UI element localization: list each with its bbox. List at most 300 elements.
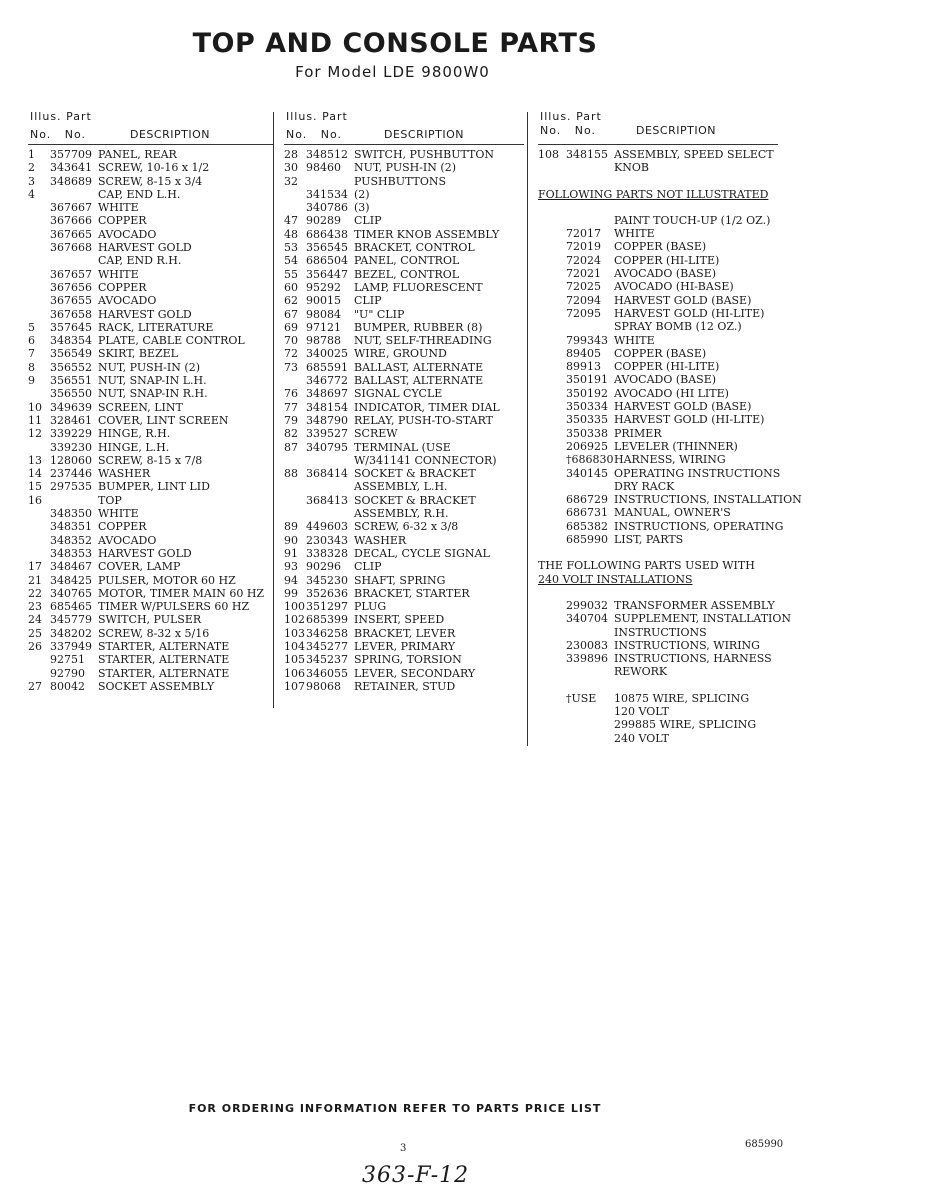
part-number: 367667 bbox=[50, 201, 92, 215]
part-description: HARVEST GOLD (BASE) bbox=[614, 293, 752, 307]
part-row bbox=[28, 254, 273, 267]
part-description: SHAFT, SPRING bbox=[354, 573, 446, 587]
part-description: STARTER, ALTERNATE bbox=[98, 639, 230, 653]
illus-number bbox=[284, 480, 306, 493]
section-heading: THE FOLLOWING PARTS USED WITH bbox=[538, 559, 755, 573]
part-description: SWITCH, PUSHBUTTON bbox=[354, 148, 495, 161]
illus-number bbox=[538, 440, 566, 453]
illus-number: 10 bbox=[28, 400, 42, 414]
illus-number: 87 bbox=[284, 440, 298, 454]
part-number bbox=[566, 626, 614, 639]
part-number: 685399 bbox=[306, 613, 348, 627]
ordering-note: FOR ORDERING INFORMATION REFER TO PARTS PRICE LIST bbox=[188, 1102, 602, 1115]
illus-number: 67 bbox=[284, 307, 298, 321]
part-number bbox=[50, 188, 98, 201]
illus-number: 107 bbox=[284, 679, 305, 693]
part-description: CAP, END L.H. bbox=[98, 187, 181, 201]
part-number: 348155 bbox=[566, 148, 608, 161]
no-label: No. bbox=[30, 128, 52, 141]
document-number: 685990 bbox=[745, 1139, 784, 1150]
part-description: CLIP bbox=[354, 214, 382, 228]
illus-number: 27 bbox=[28, 679, 42, 693]
part-row bbox=[284, 414, 524, 427]
illus-number bbox=[538, 639, 566, 652]
part-description: SCREW, 8-32 x 5/16 bbox=[98, 626, 210, 640]
part-number: 356545 bbox=[306, 241, 348, 255]
part-number: 341534 bbox=[306, 187, 348, 201]
part-row bbox=[538, 161, 938, 174]
part-number: 367656 bbox=[50, 280, 92, 294]
illus-number: 88 bbox=[284, 467, 298, 481]
part-row bbox=[284, 507, 524, 520]
part-number: 90296 bbox=[306, 560, 341, 574]
part-description: COPPER (BASE) bbox=[614, 346, 707, 360]
illus-number: 7 bbox=[28, 347, 35, 361]
illus-number bbox=[284, 494, 306, 507]
parts-list bbox=[538, 599, 938, 679]
part-row bbox=[284, 480, 524, 493]
part-description: SCREW bbox=[354, 427, 398, 441]
part-row bbox=[28, 627, 273, 640]
illus-number: 70 bbox=[284, 334, 298, 348]
part-row bbox=[28, 427, 273, 440]
part-number bbox=[306, 480, 354, 493]
part-description: KNOB bbox=[614, 161, 649, 175]
part-row bbox=[538, 347, 938, 360]
part-row bbox=[28, 374, 273, 387]
parts-list bbox=[538, 692, 938, 745]
part-number: 346772 bbox=[306, 374, 348, 388]
part-number: 346055 bbox=[306, 666, 348, 680]
part-row bbox=[284, 254, 524, 267]
illus-number bbox=[28, 268, 50, 281]
part-description: PANEL, CONTROL bbox=[354, 254, 460, 268]
illus-number bbox=[28, 520, 50, 533]
illus-number: 72 bbox=[284, 347, 298, 361]
description-label: DESCRIPTION bbox=[384, 128, 464, 141]
illus-number: 55 bbox=[284, 267, 298, 281]
part-description: HARVEST GOLD (HI-LITE) bbox=[614, 413, 765, 427]
part-row bbox=[538, 320, 938, 333]
illus-number bbox=[538, 413, 566, 426]
part-row bbox=[28, 653, 273, 666]
illus-label: Illus. bbox=[540, 110, 572, 123]
illus-number bbox=[538, 214, 566, 227]
part-number: 98068 bbox=[306, 679, 341, 693]
part-number: 348467 bbox=[50, 560, 92, 574]
illus-number bbox=[28, 281, 50, 294]
illus-number: 16 bbox=[28, 493, 42, 507]
illus-number: 1 bbox=[28, 148, 35, 161]
part-number bbox=[50, 254, 98, 267]
part-number: 348790 bbox=[306, 413, 348, 427]
illus-number: 26 bbox=[28, 639, 42, 653]
part-description: COVER, LINT SCREEN bbox=[98, 413, 229, 427]
part-description: (2) bbox=[354, 187, 370, 201]
part-row bbox=[28, 175, 273, 188]
illus-number: 93 bbox=[284, 560, 298, 574]
part-row bbox=[284, 574, 524, 587]
part-row bbox=[284, 148, 524, 161]
part-row bbox=[28, 480, 273, 493]
illus-number bbox=[28, 228, 50, 241]
part-number bbox=[566, 705, 614, 718]
part-number: 348353 bbox=[50, 546, 92, 560]
part-number: 97121 bbox=[306, 320, 341, 334]
part-number: 685990 bbox=[566, 533, 608, 547]
part-number: 356552 bbox=[50, 360, 92, 374]
part-row bbox=[284, 334, 524, 347]
illus-number: 25 bbox=[28, 626, 42, 640]
part-number: 685382 bbox=[566, 519, 608, 533]
part-row bbox=[28, 454, 273, 467]
part-description: DECAL, CYCLE SIGNAL bbox=[354, 546, 490, 560]
no-label: No. bbox=[320, 128, 343, 141]
part-description: HARNESS, WIRING bbox=[614, 453, 726, 467]
illus-number bbox=[538, 626, 566, 639]
part-number: 339229 bbox=[50, 427, 92, 441]
part-description: RELAY, PUSH-TO-START bbox=[354, 413, 493, 427]
illus-number bbox=[28, 507, 50, 520]
illus-number bbox=[28, 534, 50, 547]
part-number: 356550 bbox=[50, 387, 92, 401]
part-description: COPPER (HI-LITE) bbox=[614, 360, 720, 374]
part-row bbox=[28, 361, 273, 374]
part-number: 350191 bbox=[566, 373, 608, 387]
part-description: CLIP bbox=[354, 560, 382, 574]
illus-number: 9 bbox=[28, 374, 35, 388]
part-number: 345277 bbox=[306, 639, 348, 653]
part-description: AVOCADO bbox=[98, 533, 157, 547]
part-number: 350192 bbox=[566, 386, 608, 400]
part-description: INSTRUCTIONS, OPERATING bbox=[614, 519, 784, 533]
illus-number bbox=[538, 240, 566, 253]
part-description: ASSEMBLY, L.H. bbox=[354, 480, 448, 494]
illus-number: 108 bbox=[538, 148, 559, 161]
part-row bbox=[538, 307, 938, 320]
part-number: 98788 bbox=[306, 334, 341, 348]
part-row bbox=[284, 441, 524, 454]
part-row bbox=[538, 267, 938, 280]
part-number bbox=[306, 175, 354, 188]
illus-number bbox=[28, 547, 50, 560]
illus-number: 79 bbox=[284, 413, 298, 427]
page-number: 3 bbox=[400, 1143, 407, 1154]
part-row bbox=[538, 413, 938, 426]
part-row bbox=[28, 520, 273, 533]
part-description: TIMER KNOB ASSEMBLY bbox=[354, 227, 500, 241]
illus-number: 106 bbox=[284, 666, 305, 680]
part-row bbox=[284, 653, 524, 666]
illus-number: 11 bbox=[28, 413, 42, 427]
part-number: 799343 bbox=[566, 333, 608, 347]
part-number: 92751 bbox=[50, 653, 85, 667]
no-label: No. bbox=[64, 128, 87, 141]
part-row bbox=[284, 188, 524, 201]
part-number: 230083 bbox=[566, 638, 608, 652]
part-row bbox=[538, 493, 938, 506]
illus-number bbox=[28, 667, 50, 680]
part-number: 337949 bbox=[50, 639, 92, 653]
illus-number bbox=[538, 705, 566, 718]
part-number: 92790 bbox=[50, 666, 85, 680]
part-row bbox=[28, 680, 273, 693]
part-row bbox=[538, 440, 938, 453]
part-description: LIST, PARTS bbox=[614, 533, 684, 547]
part-description: BEZEL, CONTROL bbox=[354, 267, 460, 281]
part-label: Part bbox=[322, 110, 348, 123]
part-row bbox=[284, 640, 524, 653]
part-row bbox=[284, 161, 524, 174]
description-label: DESCRIPTION bbox=[130, 128, 210, 141]
part-number: 686731 bbox=[566, 506, 608, 520]
illus-number: 21 bbox=[28, 573, 42, 587]
part-description: NUT, PUSH-IN (2) bbox=[354, 161, 456, 175]
illus-number bbox=[28, 387, 50, 400]
part-number bbox=[566, 732, 614, 745]
part-description: TIMER W/PULSERS 60 HZ bbox=[98, 600, 250, 614]
part-description: COPPER bbox=[98, 214, 147, 228]
part-number: 72094 bbox=[566, 293, 601, 307]
part-description: PUSHBUTTONS bbox=[354, 174, 447, 188]
part-description: INSTRUCTIONS bbox=[614, 625, 707, 639]
part-number: 340025 bbox=[306, 347, 348, 361]
illus-number bbox=[538, 307, 566, 320]
part-description: HINGE, R.H. bbox=[98, 427, 171, 441]
part-row bbox=[538, 400, 938, 413]
part-description: SOCKET & BRACKET bbox=[354, 493, 476, 507]
illus-number bbox=[538, 480, 566, 493]
illus-number bbox=[538, 254, 566, 267]
illus-number bbox=[538, 732, 566, 745]
part-row bbox=[538, 480, 938, 493]
illus-number: 2 bbox=[28, 161, 35, 175]
part-row bbox=[28, 441, 273, 454]
parts-column-1 bbox=[28, 110, 273, 693]
part-description: INSTRUCTIONS, WIRING bbox=[614, 638, 760, 652]
page-title: TOP AND CONSOLE PARTS bbox=[192, 28, 598, 59]
part-number: 340786 bbox=[306, 201, 348, 215]
illus-number bbox=[538, 453, 566, 466]
illus-number: 3 bbox=[28, 174, 35, 188]
part-description: INSTRUCTIONS, INSTALLATION bbox=[614, 493, 802, 507]
parts-column-2 bbox=[284, 110, 524, 693]
illus-number bbox=[284, 188, 306, 201]
part-description: HARVEST GOLD (HI-LITE) bbox=[614, 306, 765, 320]
part-row bbox=[28, 613, 273, 626]
part-row bbox=[538, 148, 938, 161]
part-row bbox=[284, 680, 524, 693]
part-description: AVOCADO (HI LITE) bbox=[614, 386, 729, 400]
part-row bbox=[284, 321, 524, 334]
part-description: BALLAST, ALTERNATE bbox=[354, 374, 484, 388]
part-description: NUT, PUSH-IN (2) bbox=[98, 360, 200, 374]
part-row bbox=[28, 534, 273, 547]
part-description: SIGNAL CYCLE bbox=[354, 387, 443, 401]
part-row bbox=[28, 201, 273, 214]
illus-number: 8 bbox=[28, 360, 35, 374]
part-number: 367655 bbox=[50, 294, 92, 308]
part-description: AVOCADO bbox=[98, 227, 157, 241]
part-number bbox=[566, 718, 614, 731]
part-number: 72017 bbox=[566, 227, 601, 241]
part-row bbox=[28, 281, 273, 294]
part-number: 367666 bbox=[50, 214, 92, 228]
illus-number bbox=[538, 520, 566, 533]
part-description: CAP, END R.H. bbox=[98, 254, 182, 268]
part-description: COPPER bbox=[98, 520, 147, 534]
part-description: PULSER, MOTOR 60 HZ bbox=[98, 573, 236, 587]
part-row bbox=[28, 547, 273, 560]
illus-number: 30 bbox=[284, 161, 298, 175]
part-row bbox=[538, 227, 938, 240]
part-description: SUPPLEMENT, INSTALLATION bbox=[614, 612, 792, 626]
part-number: 356549 bbox=[50, 347, 92, 361]
part-number: 356447 bbox=[306, 267, 348, 281]
part-number bbox=[306, 454, 354, 467]
part-row bbox=[284, 241, 524, 254]
part-number: 348354 bbox=[50, 334, 92, 348]
part-number: 348350 bbox=[50, 507, 92, 521]
part-description: SCREW, 8-15 x 3/4 bbox=[98, 174, 203, 188]
part-description: SWITCH, PULSER bbox=[98, 613, 202, 627]
divider bbox=[28, 144, 273, 145]
part-number: 367668 bbox=[50, 241, 92, 255]
part-description: PLUG bbox=[354, 600, 387, 614]
part-number: 206925 bbox=[566, 439, 608, 453]
illus-number bbox=[538, 360, 566, 373]
part-description: SOCKET ASSEMBLY bbox=[98, 679, 215, 693]
illus-number: 24 bbox=[28, 613, 42, 627]
part-row bbox=[284, 228, 524, 241]
part-row bbox=[28, 161, 273, 174]
no-label: No. bbox=[574, 124, 597, 137]
part-description: OPERATING INSTRUCTIONS bbox=[614, 466, 781, 480]
part-description: COPPER (BASE) bbox=[614, 240, 707, 254]
part-number: 686729 bbox=[566, 493, 608, 507]
part-number: 686504 bbox=[306, 254, 348, 268]
part-number: 367657 bbox=[50, 267, 92, 281]
illus-number bbox=[538, 506, 566, 519]
part-description: SPRING, TORSION bbox=[354, 653, 462, 667]
part-row bbox=[284, 294, 524, 307]
part-number: 349639 bbox=[50, 400, 92, 414]
part-number bbox=[50, 494, 98, 507]
illus-number bbox=[538, 400, 566, 413]
part-row bbox=[538, 599, 938, 612]
part-description: LEVER, PRIMARY bbox=[354, 639, 456, 653]
part-row bbox=[538, 520, 938, 533]
part-number: 348697 bbox=[306, 387, 348, 401]
part-description: REWORK bbox=[614, 665, 668, 679]
parts-list bbox=[284, 148, 524, 693]
illus-number bbox=[538, 387, 566, 400]
illus-number: 104 bbox=[284, 639, 305, 653]
part-description: 10875 WIRE, SPLICING bbox=[614, 691, 750, 705]
part-number bbox=[566, 214, 614, 227]
part-row bbox=[28, 387, 273, 400]
part-description: (3) bbox=[354, 201, 370, 215]
part-number: 348689 bbox=[50, 174, 92, 188]
illus-number: 5 bbox=[28, 320, 35, 334]
part-description: DRY RACK bbox=[614, 479, 675, 493]
part-row bbox=[538, 639, 938, 652]
part-number: 297535 bbox=[50, 480, 92, 494]
part-row bbox=[28, 467, 273, 480]
part-row bbox=[284, 534, 524, 547]
part-number: 367665 bbox=[50, 227, 92, 241]
part-number: 89913 bbox=[566, 360, 601, 374]
illus-number: 32 bbox=[284, 174, 298, 188]
column-header bbox=[28, 110, 273, 144]
illus-number: 4 bbox=[28, 187, 35, 201]
illus-number bbox=[28, 241, 50, 254]
part-row bbox=[284, 560, 524, 573]
parts-list bbox=[538, 148, 938, 175]
illus-number bbox=[538, 427, 566, 440]
column-header bbox=[538, 110, 938, 144]
part-description: HARVEST GOLD bbox=[98, 241, 192, 255]
part-row bbox=[284, 347, 524, 360]
part-description: PRIMER bbox=[614, 426, 662, 440]
part-row bbox=[28, 560, 273, 573]
part-description: AVOCADO bbox=[98, 294, 157, 308]
part-number: 350335 bbox=[566, 413, 608, 427]
illus-number: 12 bbox=[28, 427, 42, 441]
part-row bbox=[28, 587, 273, 600]
part-number: 348512 bbox=[306, 148, 348, 161]
divider bbox=[284, 144, 524, 145]
part-description: NUT, SELF-THREADING bbox=[354, 334, 492, 348]
part-number: †USE bbox=[566, 691, 597, 705]
part-description: CLIP bbox=[354, 294, 382, 308]
part-description: NUT, SNAP-IN L.H. bbox=[98, 374, 207, 388]
part-number: 340795 bbox=[306, 440, 348, 454]
part-number bbox=[566, 480, 614, 493]
part-row bbox=[538, 652, 938, 665]
part-description: LAMP, FLUORESCENT bbox=[354, 280, 483, 294]
part-number: 328461 bbox=[50, 413, 92, 427]
divider bbox=[538, 144, 778, 145]
illus-number: 89 bbox=[284, 520, 298, 534]
column-divider bbox=[273, 112, 274, 708]
part-description: SCREEN, LINT bbox=[98, 400, 183, 414]
illus-number bbox=[538, 294, 566, 307]
part-number bbox=[566, 320, 614, 333]
column-divider bbox=[527, 112, 528, 746]
part-row bbox=[284, 268, 524, 281]
illus-number bbox=[538, 373, 566, 386]
part-number: 367658 bbox=[50, 307, 92, 321]
part-row bbox=[284, 667, 524, 680]
part-description: SCREW, 6-32 x 3/8 bbox=[354, 520, 459, 534]
illus-number bbox=[538, 467, 566, 480]
part-row bbox=[28, 414, 273, 427]
illus-number bbox=[538, 612, 566, 625]
part-description: SKIRT, BEZEL bbox=[98, 347, 178, 361]
part-row bbox=[538, 373, 938, 386]
part-row bbox=[28, 401, 273, 414]
illus-number bbox=[28, 201, 50, 214]
part-number: 340765 bbox=[50, 586, 92, 600]
part-description: SCREW, 8-15 x 7/8 bbox=[98, 453, 203, 467]
part-row bbox=[538, 294, 938, 307]
illus-number bbox=[538, 320, 566, 333]
part-row bbox=[538, 467, 938, 480]
part-row bbox=[284, 627, 524, 640]
part-number: 346258 bbox=[306, 626, 348, 640]
illus-number bbox=[538, 665, 566, 678]
